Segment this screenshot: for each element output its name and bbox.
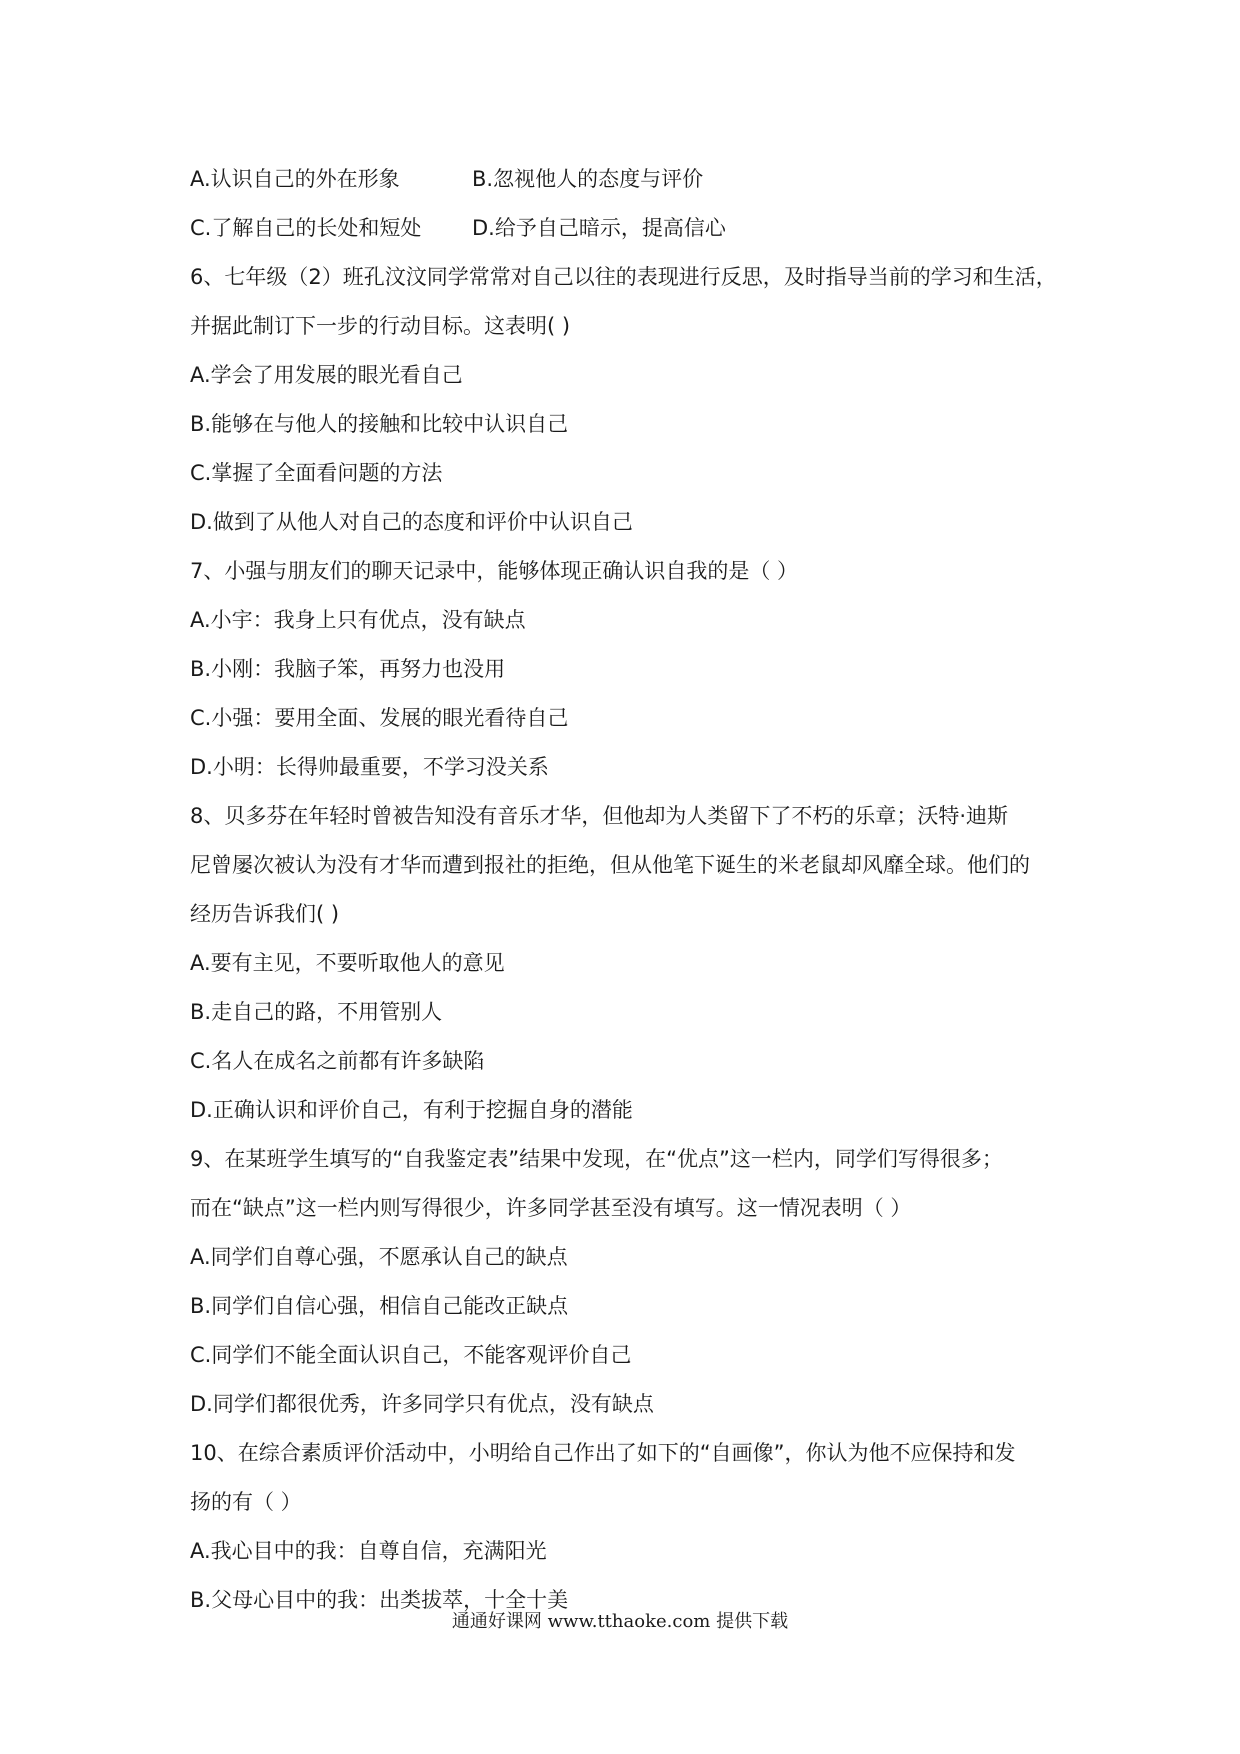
- question-6-option-a: A.学会了用发展的眼光看自己: [190, 363, 463, 387]
- question-9-text: 而在“缺点”这一栏内则写得很少，许多同学甚至没有填写。这一情况表明（ ）: [190, 1196, 912, 1220]
- question-8-text: 经历告诉我们( ): [190, 902, 340, 926]
- question-9-option-d: D.同学们都很优秀，许多同学只有优点，没有缺点: [190, 1392, 654, 1416]
- question-8-option-a: A.要有主见，不要听取他人的意见: [190, 951, 505, 975]
- option-row: [190, 155, 1060, 204]
- page-footer: 通通好课网 www.tthaoke.com 提供下载: [451, 1611, 789, 1632]
- question-7-option-c: C.小强：要用全面、发展的眼光看待自己: [190, 706, 569, 730]
- question-7-text: 7、小强与朋友们的聊天记录中，能够体现正确认识自我的是（ ）: [190, 559, 799, 583]
- question-content: [190, 155, 1060, 1625]
- question-9-option-c: C.同学们不能全面认识自己，不能客观评价自己: [190, 1343, 632, 1367]
- question-8-text: 尼曾屡次被认为没有才华而遭到报社的拒绝，但从他笔下诞生的米老鼠却风靡全球。他们的: [190, 853, 1030, 877]
- option-b: B.忽视他人的态度与评价: [472, 167, 704, 191]
- question-9-option-a: A.同学们自尊心强，不愿承认自己的缺点: [190, 1245, 568, 1269]
- question-7-option-d: D.小明：长得帅最重要，不学习没关系: [190, 755, 549, 779]
- option-row: [190, 204, 1060, 253]
- question-6-text: 6、七年级（2）班孔汶汶同学常常对自己以往的表现进行反思，及时指导当前的学习和生活，: [190, 265, 1057, 289]
- question-8-text: 8、贝多芬在年轻时曾被告知没有音乐才华，但他却为人类留下了不朽的乐章；沃特·迪斯: [190, 804, 1009, 828]
- question-8-option-b: B.走自己的路，不用管别人: [190, 1000, 443, 1024]
- question-10-text: 扬的有（ ）: [190, 1490, 302, 1514]
- question-8-option-c: C.名人在成名之前都有许多缺陷: [190, 1049, 485, 1073]
- question-10-option-a: A.我心目中的我：自尊自信，充满阳光: [190, 1539, 547, 1563]
- question-9-option-b: B.同学们自信心强，相信自己能改正缺点: [190, 1294, 569, 1318]
- question-6-text: 并据此制订下一步的行动目标。这表明( ): [190, 314, 571, 338]
- question-8-option-d: D.正确认识和评价自己，有利于挖掘自身的潜能: [190, 1098, 633, 1122]
- question-10-option-b: B.父母心目中的我：出类拔萃，十全十美: [190, 1588, 569, 1612]
- option-a: A.认识自己的外在形象: [190, 167, 400, 191]
- question-7-option-b: B.小刚：我脑子笨，再努力也没用: [190, 657, 506, 681]
- question-10-text: 10、在综合素质评价活动中，小明给自己作出了如下的“自画像”，你认为他不应保持和发: [190, 1441, 1016, 1465]
- option-d: D.给予自己暗示，提高信心: [472, 216, 726, 240]
- question-7-option-a: A.小宇：我身上只有优点，没有缺点: [190, 608, 526, 632]
- question-9-text: 9、在某班学生填写的“自我鉴定表”结果中发现，在“优点”这一栏内，同学们写得很多；: [190, 1147, 1003, 1171]
- question-6-option-b: B.能够在与他人的接触和比较中认识自己: [190, 412, 569, 436]
- question-6-option-c: C.掌握了全面看问题的方法: [190, 461, 443, 485]
- question-6-option-d: D.做到了从他人对自己的态度和评价中认识自己: [190, 510, 633, 534]
- option-c: C.了解自己的长处和短处: [190, 216, 422, 240]
